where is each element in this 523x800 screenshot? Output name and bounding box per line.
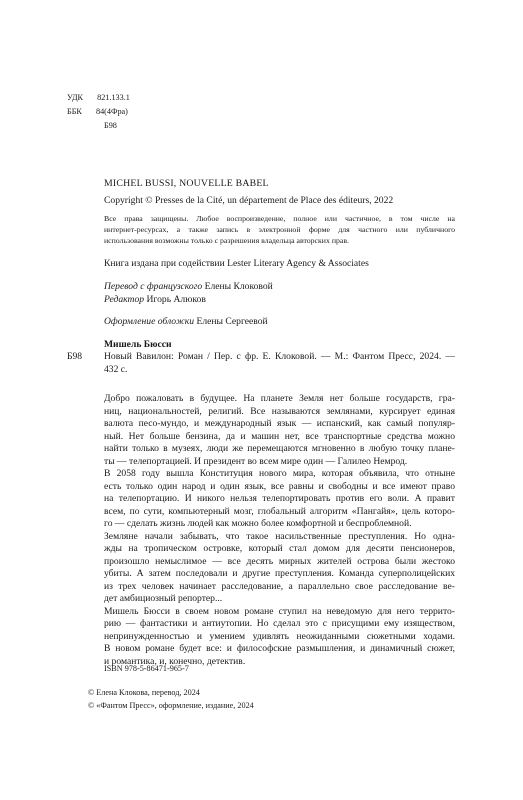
bbk-value: 84(4Фра): [95, 107, 128, 116]
rights-line: интернет-ресурсах, а также запись в электронной форме для частного или публичного: [104, 225, 455, 234]
bbk-label: ББК: [67, 107, 82, 116]
original-title: MICHEL BUSSI, NOUVELLE BABEL: [104, 178, 269, 189]
udk-line: [67, 92, 130, 103]
cover-label: Оформление обложки: [104, 316, 195, 327]
rights-notice: [104, 213, 455, 246]
original-copyright: Copyright © Presses de la Cité, un département de Place des éditeurs, 2022: [104, 195, 394, 206]
rights-line: использования возможны только с разрешения владельца авторских прав.: [104, 236, 349, 245]
cover-credit: [104, 316, 268, 327]
annotation: [104, 393, 455, 668]
annotation-line: рию — фантастики и антиутопии. Но сделал это с присущими ему изяществом,: [104, 618, 455, 629]
annotation-line: произошло немыслимое — все десять мирных жителей острова были жестоко: [104, 555, 455, 567]
editor-credit: [104, 294, 206, 305]
translation-credit: [104, 281, 273, 292]
translation-label: Перевод с французского: [104, 281, 203, 292]
annotation-line: В 2058 году вышла Конституция нового мира, которая объявила, что отныне: [104, 468, 455, 479]
catalog-entry: [104, 351, 455, 376]
annotation-line: Земляне начали забывать, что такое насильственные преступления. Но одна-: [104, 530, 455, 542]
annotation-line: из трех человек начинает расследование, а параллельно свое расследование ве-: [104, 580, 455, 592]
annotation-line: на телепортацию. И никого нельзя телепортировать против его воли. А правит: [104, 493, 455, 504]
catalog-author: Мишель Бюсси: [104, 339, 172, 350]
annotation-line: ниц, национальностей, религий. Все называются землянами, курсирует единая: [104, 405, 455, 417]
annotation-line: дет амбициозный репортер...: [104, 593, 223, 604]
isbn: ISBN 978-5-86471-965-7: [104, 664, 189, 673]
annotation-line: всем, по сути, компьютерный мозг, глобальный алгоритм «Пангайя», цель которо-: [104, 505, 455, 517]
annotation-line: валюта песо-мундо, и международный язык — испанский, как самый популяр-: [104, 418, 455, 429]
annotation-line: убиты. А затем последовали и другие преступления. Команда суперполицейских: [104, 568, 455, 579]
catalog-entry-line: 432 с.: [104, 363, 128, 375]
editor-name: Игорь Алюков: [146, 294, 206, 305]
copyright-translation: © Елена Клокова, перевод, 2024: [88, 688, 200, 697]
rights-line: Все права защищены. Любое воспроизведение, полное или частичное, в том числе на: [104, 214, 455, 223]
copyright-publisher: © «Фантом Пресс», оформление, издание, 2024: [88, 701, 254, 710]
annotation-line: ный. Нет больше бензина, да и машин нет, все транспортные средства можно: [104, 430, 455, 442]
translation-name: Елены Клоковой: [204, 281, 273, 292]
agency-note: Книга издана при содействии Lester Literary Agency & Associates: [104, 258, 369, 269]
cover-name: Елены Сергеевой: [196, 316, 268, 327]
catalog-entry-line: Новый Вавилон: Роман / Пер. с фр. Е. Клоковой. — М.: Фантом Пресс, 2024. —: [104, 351, 455, 362]
annotation-line: жды на тропическом островке, который стал домом для десяти пенсионеров,: [104, 543, 455, 554]
annotation-line: Добро пожаловать в будущее. На планете Земля нет больше государств, гра-: [104, 393, 455, 404]
annotation-line: Мишель Бюсси в своем новом романе ступил на неведомую для него террито-: [104, 605, 455, 617]
annotation-line: В новом романе будет все: и философские размышления, и динамичный сюжет,: [104, 643, 455, 654]
author-mark-top: Б98: [104, 121, 117, 130]
annotation-line: непринужденностью и умением удивлять неожиданными сюжетными ходами.: [104, 630, 455, 642]
annotation-line: ты — телепортацией. И президент во всем мире один — Галилео Немрод.: [104, 455, 408, 467]
catalog-mark: Б98: [67, 351, 83, 362]
annotation-line: есть только один народ и один язык, все равны и свободны и все имеют право: [104, 480, 455, 492]
bbk-line: [67, 106, 128, 117]
annotation-line: и романтика, и, конечно, детектив.: [104, 655, 246, 667]
annotation-line: го — сделать жизнь людей как можно более комфортной и беспроблемной.: [104, 518, 412, 529]
udk-label: УДК: [67, 93, 84, 102]
udk-value: 821.133.1: [97, 93, 130, 102]
annotation-line: найти только в музеях, люди же перемещаются мгновенно в любую точку плане-: [104, 443, 455, 454]
editor-label: Редактор: [104, 294, 145, 305]
